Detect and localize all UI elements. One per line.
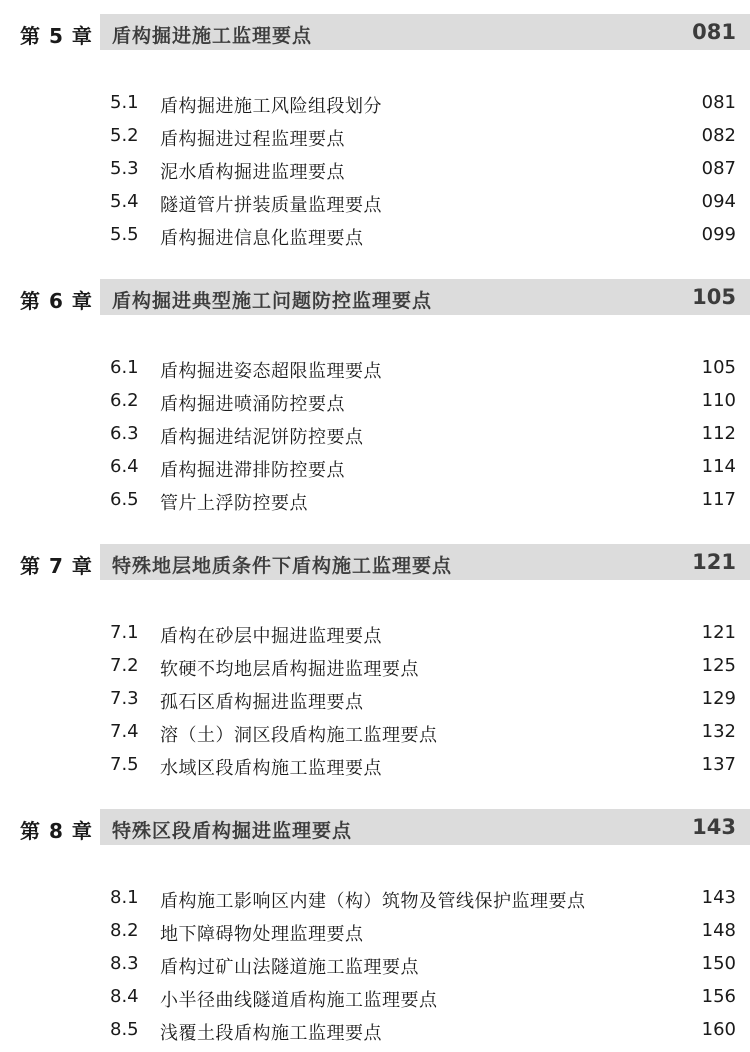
section-number: 7.4: [110, 721, 139, 742]
section-page-number: 110: [701, 390, 736, 411]
section-number: 5.4: [110, 191, 139, 212]
section-page-number: 160: [701, 1019, 736, 1040]
section-title: 盾构掘进滞排防控要点: [160, 460, 345, 481]
chapter-header: [0, 14, 750, 50]
section-number: 8.3: [110, 953, 139, 974]
section-number: 8.2: [110, 920, 139, 941]
section-number: 6.2: [110, 390, 139, 411]
section-entry[interactable]: [0, 649, 750, 682]
section-title: 盾构掘进过程监理要点: [160, 129, 345, 150]
section-page-number: 105: [701, 357, 736, 378]
chapter-title: 盾构掘进施工监理要点: [112, 25, 313, 47]
section-entry[interactable]: [0, 748, 750, 781]
chapter-7: [0, 544, 750, 781]
section-page-number: 112: [701, 423, 736, 444]
section-list: [0, 86, 750, 251]
section-title: 泥水盾构掘进监理要点: [160, 162, 345, 183]
chapter-title: 盾构掘进典型施工问题防控监理要点: [112, 290, 433, 312]
section-title: 盾构过矿山法隧道施工监理要点: [160, 957, 419, 978]
section-entry[interactable]: [0, 86, 750, 119]
chapter-title: 特殊地层地质条件下盾构施工监理要点: [112, 555, 453, 577]
section-number: 7.1: [110, 622, 139, 643]
chapter-number: 第 6 章: [20, 289, 93, 313]
section-number: 6.1: [110, 357, 139, 378]
chapter-page-number: 121: [692, 550, 736, 574]
section-title: 隧道管片拼装质量监理要点: [160, 195, 382, 216]
section-entry[interactable]: [0, 351, 750, 384]
section-list: [0, 351, 750, 516]
section-number: 7.3: [110, 688, 139, 709]
section-title: 盾构施工影响区内建（构）筑物及管线保护监理要点: [160, 891, 586, 912]
chapter-6: [0, 279, 750, 516]
section-number: 5.3: [110, 158, 139, 179]
section-page-number: 094: [701, 191, 736, 212]
chapter-header: [0, 544, 750, 580]
section-entry[interactable]: [0, 384, 750, 417]
chapter-title: 特殊区段盾构掘进监理要点: [112, 820, 353, 842]
chapter-number: 第 5 章: [20, 24, 93, 48]
section-number: 6.5: [110, 489, 139, 510]
section-page-number: 132: [701, 721, 736, 742]
section-page-number: 081: [701, 92, 736, 113]
section-page-number: 114: [701, 456, 736, 477]
section-page-number: 087: [701, 158, 736, 179]
chapter-header: [0, 279, 750, 315]
section-list: [0, 616, 750, 781]
section-title: 孤石区盾构掘进监理要点: [160, 692, 364, 713]
section-entry[interactable]: [0, 483, 750, 516]
section-title: 盾构掘进信息化监理要点: [160, 228, 364, 249]
section-page-number: 137: [701, 754, 736, 775]
section-entry[interactable]: [0, 682, 750, 715]
section-entry[interactable]: [0, 218, 750, 251]
section-number: 6.3: [110, 423, 139, 444]
chapter-title-bar: [100, 279, 750, 315]
section-entry[interactable]: [0, 914, 750, 947]
section-page-number: 148: [701, 920, 736, 941]
section-entry[interactable]: [0, 947, 750, 980]
section-entry[interactable]: [0, 616, 750, 649]
chapter-number: 第 7 章: [20, 554, 93, 578]
section-page-number: 143: [701, 887, 736, 908]
section-title: 盾构掘进姿态超限监理要点: [160, 361, 382, 382]
section-number: 5.2: [110, 125, 139, 146]
section-entry[interactable]: [0, 980, 750, 1013]
section-title: 盾构掘进喷涌防控要点: [160, 394, 345, 415]
section-page-number: 150: [701, 953, 736, 974]
section-title: 盾构在砂层中掘进监理要点: [160, 626, 382, 647]
section-title: 水域区段盾构施工监理要点: [160, 758, 382, 779]
chapter-page-number: 143: [692, 815, 736, 839]
section-page-number: 129: [701, 688, 736, 709]
section-entry[interactable]: [0, 450, 750, 483]
section-number: 8.4: [110, 986, 139, 1007]
chapter-title-bar: [100, 14, 750, 50]
chapter-title-bar: [100, 544, 750, 580]
section-page-number: 117: [701, 489, 736, 510]
section-entry[interactable]: [0, 715, 750, 748]
section-entry[interactable]: [0, 152, 750, 185]
section-number: 7.5: [110, 754, 139, 775]
section-page-number: 156: [701, 986, 736, 1007]
section-title: 地下障碍物处理监理要点: [160, 924, 364, 945]
section-title: 浅覆土段盾构施工监理要点: [160, 1023, 382, 1044]
section-list: [0, 881, 750, 1046]
section-page-number: 125: [701, 655, 736, 676]
section-number: 8.1: [110, 887, 139, 908]
section-title: 盾构掘进结泥饼防控要点: [160, 427, 364, 448]
section-number: 6.4: [110, 456, 139, 477]
section-title: 小半径曲线隧道盾构施工监理要点: [160, 990, 438, 1011]
section-title: 溶（土）洞区段盾构施工监理要点: [160, 725, 438, 746]
section-entry[interactable]: [0, 185, 750, 218]
section-entry[interactable]: [0, 1013, 750, 1046]
chapter-page-number: 105: [692, 285, 736, 309]
section-number: 5.5: [110, 224, 139, 245]
section-page-number: 082: [701, 125, 736, 146]
section-number: 8.5: [110, 1019, 139, 1040]
section-entry[interactable]: [0, 417, 750, 450]
section-title: 盾构掘进施工风险组段划分: [160, 96, 382, 117]
section-entry[interactable]: [0, 881, 750, 914]
chapter-page-number: 081: [692, 20, 736, 44]
section-number: 5.1: [110, 92, 139, 113]
section-page-number: 121: [701, 622, 736, 643]
section-entry[interactable]: [0, 119, 750, 152]
chapter-5: [0, 14, 750, 251]
section-number: 7.2: [110, 655, 139, 676]
section-title: 管片上浮防控要点: [160, 493, 308, 514]
chapter-8: [0, 809, 750, 1046]
chapter-number: 第 8 章: [20, 819, 93, 843]
section-title: 软硬不均地层盾构掘进监理要点: [160, 659, 419, 680]
chapter-title-bar: [100, 809, 750, 845]
section-page-number: 099: [701, 224, 736, 245]
chapter-header: [0, 809, 750, 845]
